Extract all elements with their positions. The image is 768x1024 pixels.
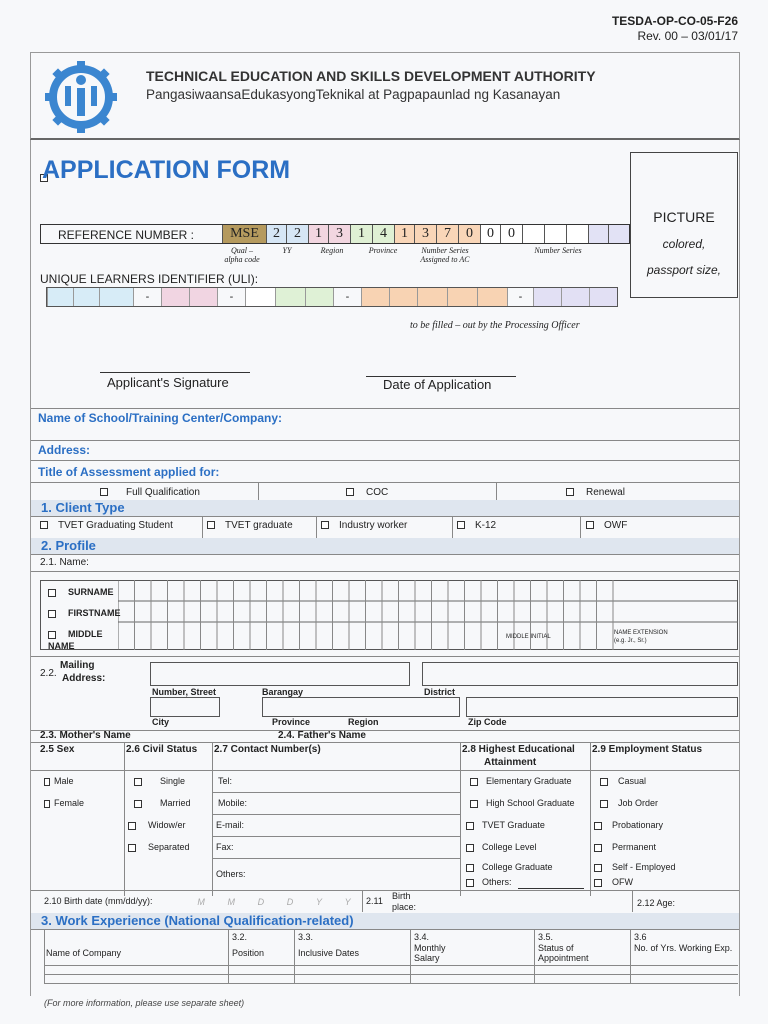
form-code: TESDA-OP-CO-05-F26: [611, 14, 738, 28]
option-coc[interactable]: [346, 487, 388, 498]
option-label: Elementary Graduate: [486, 776, 572, 786]
option-label: Job Order: [618, 798, 659, 808]
picture-box: [630, 152, 738, 298]
reference-cell[interactable]: 0: [500, 225, 522, 243]
sex-male[interactable]: [44, 776, 74, 786]
option-label: TVET graduate: [225, 520, 293, 531]
option-label: TVET Graduating Student: [58, 520, 173, 531]
option-label: Permanent: [612, 842, 657, 852]
name-extension-example: (e.g. Jr., Sr.): [614, 638, 647, 644]
province-label: Province: [272, 717, 311, 727]
firstname-label[interactable]: [48, 608, 121, 618]
mailing-label: Mailing: [60, 660, 95, 671]
footer-note: (For more information, please use separate sheet): [44, 998, 245, 1008]
reference-cell[interactable]: 1: [394, 225, 414, 243]
applicant-signature-label: Applicant's Signature: [107, 375, 229, 390]
uli-cell[interactable]: [589, 288, 617, 306]
picture-line-2: passport size,: [646, 263, 722, 277]
bd-letter: Y: [344, 897, 351, 907]
uli-cell[interactable]: [99, 288, 133, 306]
reference-cell[interactable]: 2: [286, 225, 308, 243]
reference-cell[interactable]: [588, 225, 608, 243]
reference-cell[interactable]: [608, 225, 629, 243]
reference-cell[interactable]: 7: [436, 225, 458, 243]
birth-date-label: 2.10 Birth date (mm/dd/yy):: [44, 896, 153, 906]
option-label: Casual: [618, 776, 647, 786]
caption-yy: YY: [282, 246, 292, 255]
option-label: Probationary: [612, 820, 664, 830]
signature-line[interactable]: [100, 372, 250, 373]
option-label: K-12: [475, 520, 497, 531]
emp-casual[interactable]: [600, 776, 646, 786]
option-label: Renewal: [586, 487, 625, 498]
sex-female[interactable]: [44, 798, 84, 808]
option-label: Female: [54, 798, 85, 808]
work-experience-heading: 3. Work Experience (National Qualification-related): [31, 913, 739, 929]
mailing-address-label: Address:: [62, 673, 106, 684]
client-type-industry-worker[interactable]: [321, 520, 407, 531]
district-label: District: [424, 687, 456, 697]
reference-cell[interactable]: 0: [458, 225, 480, 243]
uli-cell[interactable]: [161, 288, 189, 306]
zip-label: Zip Code: [468, 717, 507, 727]
civil-status-header: 2.6 Civil Status: [126, 744, 198, 755]
work-header-years: No. of Yrs. Working Exp.: [634, 943, 733, 953]
option-label: Single: [160, 776, 186, 786]
work-header-salary: Monthly Salary: [414, 943, 446, 963]
option-label: Industry worker: [339, 520, 408, 531]
civil-married[interactable]: [134, 798, 191, 808]
zip-input[interactable]: [466, 697, 738, 717]
age-label: 2.12 Age:: [637, 898, 676, 908]
education-header: 2.8 Highest Educational: [462, 744, 575, 755]
option-label: OFW: [612, 877, 633, 887]
district-input[interactable]: [422, 662, 738, 686]
school-label: Name of School/Training Center/Company:: [38, 411, 283, 425]
work-header-company: Name of Company: [46, 948, 122, 958]
contact-header: 2.7 Contact Number(s): [214, 744, 321, 755]
civil-widower[interactable]: [128, 820, 186, 830]
bd-letter: M: [197, 897, 205, 907]
caption-region: Region: [320, 246, 344, 255]
caption-number-series: Number Series: [534, 246, 582, 255]
client-type-tvet-graduating[interactable]: [40, 520, 173, 531]
option-label: COC: [366, 487, 389, 498]
civil-single[interactable]: [134, 776, 185, 786]
picture-title: PICTURE: [653, 209, 715, 225]
birthplace-label-2: place:: [392, 902, 417, 912]
reference-cell[interactable]: 4: [372, 225, 394, 243]
agency-name-filipino: PangasiwaansaEdukasyongTeknikal at Pagpapaunlad ng Kasanayan: [146, 87, 561, 102]
birthplace-label: Birth: [392, 891, 411, 901]
work-header-num: 3.4.: [414, 932, 430, 942]
edu-college-level[interactable]: [466, 842, 537, 852]
uli-separator: -: [333, 288, 361, 306]
contact-others[interactable]: Others:: [216, 869, 246, 879]
contact-email[interactable]: E-mail:: [216, 820, 245, 830]
mailing-number: 2.2.: [40, 668, 57, 679]
option-label: Separated: [148, 842, 190, 852]
birth-date-boxes[interactable]: [186, 892, 362, 912]
uli-cell[interactable]: [533, 288, 561, 306]
name-label: 2.1. Name:: [40, 557, 89, 568]
uli-cell[interactable]: [275, 288, 305, 306]
emp-job-order[interactable]: [600, 798, 658, 808]
work-header-num: 3.6: [634, 932, 647, 942]
work-header-dates: Inclusive Dates: [298, 948, 360, 958]
client-type-k12[interactable]: [457, 520, 496, 531]
uli-cell[interactable]: [417, 288, 447, 306]
reference-cell[interactable]: 0: [480, 225, 500, 243]
uli-cell[interactable]: [361, 288, 389, 306]
middle-initial-label: MIDDLE INITIAL: [506, 634, 551, 640]
option-label: Male: [54, 776, 74, 786]
document-code: [612, 14, 738, 44]
reference-cell[interactable]: 3: [328, 225, 350, 243]
work-header-num: 3.2.: [232, 932, 248, 942]
option-label: College Graduate: [482, 862, 553, 872]
uli-separator: -: [217, 288, 245, 306]
mother-name-label: 2.3. Mother's Name: [40, 730, 131, 741]
firstname-text: FIRSTNAME: [68, 608, 121, 618]
address-label: Address:: [38, 443, 91, 457]
picture-line-1: colored,: [662, 237, 706, 251]
father-name-label: 2.4. Father's Name: [278, 730, 366, 741]
bd-letter: M: [227, 897, 235, 907]
uli-cell[interactable]: [447, 288, 477, 306]
reference-number-label: REFERENCE NUMBER :: [58, 228, 195, 242]
form-title: APPLICATION FORM: [42, 156, 291, 184]
option-full-qualification[interactable]: [100, 487, 200, 498]
emp-probationary[interactable]: [594, 820, 663, 830]
reference-cell[interactable]: 3: [414, 225, 436, 243]
contact-fax[interactable]: Fax:: [216, 842, 234, 852]
middlename-label[interactable]: [48, 629, 103, 639]
option-renewal[interactable]: [566, 487, 625, 498]
option-label: College Level: [482, 842, 537, 852]
province-input[interactable]: [262, 697, 460, 717]
option-label: OWF: [604, 520, 628, 531]
assessment-label: Title of Assessment applied for:: [38, 465, 220, 479]
bd-letter: D: [257, 897, 265, 907]
uli-label: UNIQUE LEARNERS IDENTIFIER (ULI):: [40, 272, 259, 286]
edu-elementary[interactable]: [470, 776, 572, 786]
work-header-position: Position: [232, 948, 265, 958]
uli-cell[interactable]: [305, 288, 333, 306]
uli-cell[interactable]: [389, 288, 417, 306]
client-type-owf[interactable]: [586, 520, 627, 531]
profile-heading: 2. Profile: [31, 538, 739, 554]
name-extension-label: NAME EXTENSION: [614, 630, 668, 636]
uli-cell[interactable]: [245, 288, 275, 306]
work-header-status: Status of Appointment: [538, 943, 589, 963]
bd-letter: D: [286, 897, 294, 907]
caption-qual-code: Qual – alpha code: [224, 246, 260, 264]
reference-cell[interactable]: [522, 225, 544, 243]
caption-series-ac: Number Series Assigned to AC: [420, 246, 470, 264]
emp-permanent[interactable]: [594, 842, 656, 852]
option-label: High School Graduate: [486, 798, 575, 808]
reference-cell[interactable]: 2: [266, 225, 286, 243]
edu-high-school[interactable]: [470, 798, 575, 808]
edu-tvet[interactable]: [466, 820, 545, 830]
bd-letter: Y: [315, 897, 322, 907]
middle-text: MIDDLE: [68, 629, 103, 639]
city-input[interactable]: [150, 697, 220, 717]
contact-mobile[interactable]: Mobile:: [218, 798, 248, 808]
reference-cell[interactable]: [544, 225, 566, 243]
number-street-label: Number, Street: [152, 687, 217, 697]
uli-cell[interactable]: [561, 288, 589, 306]
client-type-tvet-graduate[interactable]: [207, 520, 293, 531]
option-label: Full Qualification: [126, 487, 200, 498]
reference-cell[interactable]: 1: [350, 225, 372, 243]
surname-label[interactable]: [48, 587, 114, 597]
number-street-input[interactable]: [150, 662, 410, 686]
civil-separated[interactable]: [128, 842, 190, 852]
uli-separator: -: [133, 288, 161, 306]
option-label: Married: [160, 798, 191, 808]
option-label: TVET Graduate: [482, 820, 545, 830]
sex-header: 2.5 Sex: [40, 744, 75, 755]
uli-separator: -: [507, 288, 533, 306]
uli-cell[interactable]: [189, 288, 217, 306]
employment-header: 2.9 Employment Status: [592, 744, 703, 755]
region-label: Region: [348, 717, 379, 727]
reference-cell[interactable]: 1: [308, 225, 328, 243]
option-label: Others:: [482, 877, 512, 887]
uli-cell[interactable]: [47, 288, 73, 306]
city-label: City: [152, 717, 170, 727]
education-header-2: Attainment: [484, 757, 537, 768]
option-label: Widow/er: [148, 820, 186, 830]
surname-text: SURNAME: [68, 587, 114, 597]
edu-college-graduate[interactable]: [466, 862, 553, 872]
reference-cell[interactable]: MSE: [222, 225, 266, 243]
agency-name: TECHNICAL EDUCATION AND SKILLS DEVELOPMENT AUTHORITY: [146, 68, 596, 84]
uli-cell[interactable]: [477, 288, 507, 306]
work-header-num: 3.3.: [298, 932, 314, 942]
birthplace-number: 2.11: [366, 896, 383, 906]
reference-cell[interactable]: [566, 225, 588, 243]
date-of-application-label: Date of Application: [383, 377, 492, 392]
uli-cell[interactable]: [73, 288, 99, 306]
contact-tel[interactable]: Tel:: [218, 776, 233, 786]
emp-self-employed[interactable]: [594, 862, 676, 872]
revision-number: Rev. 00 – 03/01/17: [637, 29, 738, 43]
tesda-logo-icon: [38, 58, 124, 136]
client-type-heading: 1. Client Type: [31, 500, 739, 516]
barangay-label: Barangay: [262, 687, 304, 697]
middlename-label-name: NAME: [48, 641, 75, 651]
caption-province: Province: [368, 246, 398, 255]
emp-ofw[interactable]: [594, 877, 633, 887]
option-label: Self - Employed: [612, 862, 676, 872]
work-header-num: 3.5.: [538, 932, 554, 942]
edu-others[interactable]: [466, 877, 512, 887]
processing-officer-note: to be filled – out by the Processing Officer: [410, 320, 580, 331]
